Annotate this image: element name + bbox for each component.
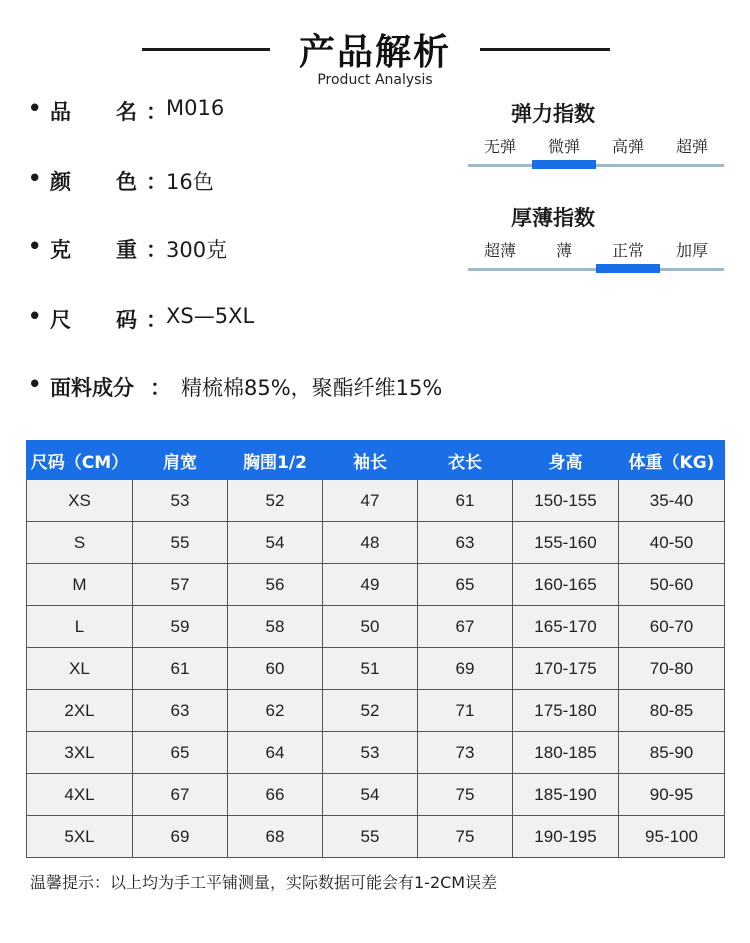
size-table <box>26 440 725 858</box>
table-header-cell: 尺码（CM） <box>27 441 133 480</box>
table-cell: 60 <box>228 648 323 690</box>
table-cell: 66 <box>228 774 323 816</box>
table-cell: 190-195 <box>513 816 619 858</box>
table-cell: 69 <box>418 648 513 690</box>
table-header-row <box>27 441 725 480</box>
product-name-value: M016 <box>166 96 225 120</box>
table-row <box>27 690 725 732</box>
table-row <box>27 732 725 774</box>
info-label-char1: 品 <box>50 100 71 124</box>
table-cell: 150-155 <box>513 480 619 522</box>
thickness-level: 薄 <box>555 241 572 260</box>
table-cell: 59 <box>133 606 228 648</box>
table-header-cell: 衣长 <box>418 441 513 480</box>
table-cell: 70-80 <box>619 648 725 690</box>
info-colon: ： <box>150 376 171 400</box>
info-colon: ： <box>146 170 167 194</box>
color-count-value: 16色 <box>166 170 214 194</box>
table-row <box>27 606 725 648</box>
info-colon: ： <box>146 100 167 124</box>
thickness-level: 超薄 <box>483 241 516 260</box>
page-subtitle: Product Analysis <box>317 72 433 88</box>
table-row <box>27 480 725 522</box>
table-cell: 175-180 <box>513 690 619 732</box>
bullet: • <box>28 304 42 328</box>
table-cell: 71 <box>418 690 513 732</box>
table-header-cell: 胸围1/2 <box>228 441 323 480</box>
size-range-value: XS—5XL <box>166 304 255 328</box>
table-cell: 56 <box>228 564 323 606</box>
fabric-value: 精梳棉85%，聚酯纤维15% <box>181 376 443 400</box>
table-cell: 4XL <box>27 774 133 816</box>
table-cell: 65 <box>133 732 228 774</box>
thickness-levels <box>468 238 724 262</box>
table-cell: 90-95 <box>619 774 725 816</box>
table-cell: 53 <box>323 732 418 774</box>
table-cell: 68 <box>228 816 323 858</box>
table-cell: 50-60 <box>619 564 725 606</box>
table-cell: 67 <box>133 774 228 816</box>
title-divider-right <box>480 48 610 51</box>
table-header-cell: 体重（KG) <box>619 441 725 480</box>
thickness-title: 厚薄指数 <box>511 206 595 230</box>
table-row <box>27 816 725 858</box>
table-cell: 180-185 <box>513 732 619 774</box>
info-label-char2: 名 <box>116 100 137 124</box>
elasticity-levels <box>468 134 724 158</box>
table-cell: 53 <box>133 480 228 522</box>
table-cell: 57 <box>133 564 228 606</box>
table-cell: XS <box>27 480 133 522</box>
table-cell: 69 <box>133 816 228 858</box>
table-cell: 58 <box>228 606 323 648</box>
bullet: • <box>28 166 42 190</box>
page-title: 产品解析 <box>298 32 451 73</box>
elasticity-level: 微弹 <box>547 137 580 156</box>
info-colon: ： <box>146 308 167 332</box>
table-cell: 170-175 <box>513 648 619 690</box>
table-cell: 61 <box>133 648 228 690</box>
table-row <box>27 774 725 816</box>
elasticity-track <box>468 164 724 167</box>
info-label-char2: 码 <box>116 308 137 332</box>
table-cell: 3XL <box>27 732 133 774</box>
table-cell: 75 <box>418 774 513 816</box>
table-header-cell: 袖长 <box>323 441 418 480</box>
table-row <box>27 522 725 564</box>
table-row <box>27 648 725 690</box>
elasticity-level: 超弹 <box>675 137 708 156</box>
page-header <box>0 18 750 98</box>
bullet: • <box>28 372 42 396</box>
elasticity-level: 高弹 <box>611 137 644 156</box>
table-cell: 55 <box>133 522 228 564</box>
info-colon: ： <box>146 238 167 262</box>
weight-value: 300克 <box>166 238 228 262</box>
table-cell: 50 <box>323 606 418 648</box>
elasticity-level: 无弹 <box>483 137 516 156</box>
table-cell: 52 <box>323 690 418 732</box>
table-cell: 40-50 <box>619 522 725 564</box>
table-cell: 54 <box>228 522 323 564</box>
table-header-cell: 身高 <box>513 441 619 480</box>
info-label-char2: 色 <box>116 170 137 194</box>
table-cell: 5XL <box>27 816 133 858</box>
table-cell: XL <box>27 648 133 690</box>
table-cell: 165-170 <box>513 606 619 648</box>
table-cell: S <box>27 522 133 564</box>
measurement-note: 温馨提示：以上均为手工平铺测量，实际数据可能会有1-2CM误差 <box>30 873 498 892</box>
table-cell: 49 <box>323 564 418 606</box>
table-cell: 80-85 <box>619 690 725 732</box>
info-label-char1: 颜 <box>50 170 71 194</box>
info-label-char1: 克 <box>50 238 71 262</box>
table-cell: 63 <box>133 690 228 732</box>
info-label-char2: 重 <box>116 238 137 262</box>
table-cell: 47 <box>323 480 418 522</box>
table-cell: 65 <box>418 564 513 606</box>
table-cell: 73 <box>418 732 513 774</box>
info-label-char1: 尺 <box>50 308 71 332</box>
table-cell: 64 <box>228 732 323 774</box>
table-cell: 185-190 <box>513 774 619 816</box>
table-header-cell: 肩宽 <box>133 441 228 480</box>
bullet: • <box>28 96 42 120</box>
table-cell: 160-165 <box>513 564 619 606</box>
elasticity-marker <box>532 160 596 169</box>
table-row <box>27 564 725 606</box>
table-cell: 54 <box>323 774 418 816</box>
table-cell: 95-100 <box>619 816 725 858</box>
table-cell: 155-160 <box>513 522 619 564</box>
table-cell: 67 <box>418 606 513 648</box>
table-cell: 52 <box>228 480 323 522</box>
table-cell: M <box>27 564 133 606</box>
table-cell: 55 <box>323 816 418 858</box>
table-cell: 75 <box>418 816 513 858</box>
table-cell: 48 <box>323 522 418 564</box>
table-cell: 2XL <box>27 690 133 732</box>
table-cell: 85-90 <box>619 732 725 774</box>
thickness-level: 加厚 <box>675 241 708 260</box>
table-cell: 62 <box>228 690 323 732</box>
elasticity-title: 弹力指数 <box>511 102 595 126</box>
bullet: • <box>28 234 42 258</box>
table-cell: 63 <box>418 522 513 564</box>
thickness-marker <box>596 264 660 273</box>
table-cell: 60-70 <box>619 606 725 648</box>
table-cell: L <box>27 606 133 648</box>
fabric-label: 面料成分 <box>50 376 134 400</box>
table-cell: 35-40 <box>619 480 725 522</box>
thickness-level: 正常 <box>611 241 644 260</box>
table-cell: 51 <box>323 648 418 690</box>
table-cell: 61 <box>418 480 513 522</box>
